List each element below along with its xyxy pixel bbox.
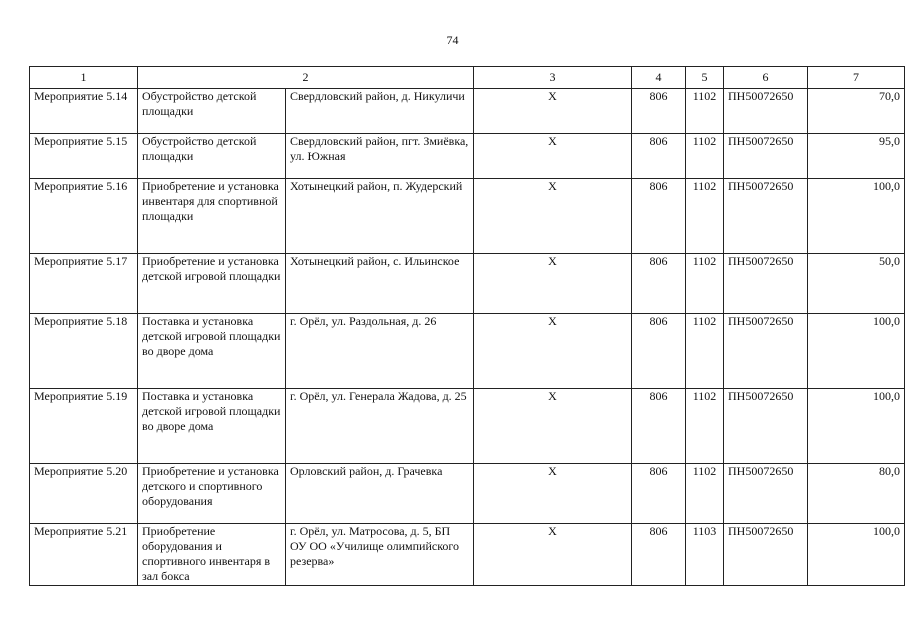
location-cell: г. Орёл, ул. Генерала Жадова, д. 25 <box>286 389 474 464</box>
name-cell: Приобретение и установка инвентаря для спортивной площадки <box>138 179 286 254</box>
page-number: 74 <box>446 33 459 47</box>
measure-cell: Мероприятие 5.21 <box>30 524 138 586</box>
budget-table <box>29 66 905 586</box>
col3-cell: X <box>474 89 632 134</box>
header-row <box>30 67 905 89</box>
header-col-1: 1 <box>30 67 138 89</box>
col4-cell: 806 <box>632 254 686 314</box>
col5-cell: 1102 <box>686 179 724 254</box>
col6-cell: ПН50072650 <box>724 524 808 586</box>
col5-cell: 1102 <box>686 389 724 464</box>
location-cell: Хотынецкий район, с. Ильинское <box>286 254 474 314</box>
col5-cell: 1102 <box>686 314 724 389</box>
col3-cell: X <box>474 314 632 389</box>
col6-cell: ПН50072650 <box>724 254 808 314</box>
name-cell: Обустройство детской площадки <box>138 134 286 179</box>
name-cell: Обустройство детской площадки <box>138 89 286 134</box>
col3-cell: X <box>474 389 632 464</box>
col7-cell: 100,0 <box>808 389 905 464</box>
col3-cell: X <box>474 464 632 524</box>
table-row <box>30 389 905 464</box>
col3-cell: X <box>474 134 632 179</box>
header-col-6: 6 <box>724 67 808 89</box>
col7-cell: 100,0 <box>808 179 905 254</box>
table-row <box>30 179 905 254</box>
measure-cell: Мероприятие 5.19 <box>30 389 138 464</box>
measure-cell: Мероприятие 5.20 <box>30 464 138 524</box>
col5-cell: 1103 <box>686 524 724 586</box>
header-col-5: 5 <box>686 67 724 89</box>
location-cell: Свердловский район, пгт. Змиёвка, ул. Южная <box>286 134 474 179</box>
col3-cell: X <box>474 254 632 314</box>
name-cell: Поставка и установка детской игровой площадки во дворе дома <box>138 314 286 389</box>
measure-cell: Мероприятие 5.14 <box>30 89 138 134</box>
col7-cell: 70,0 <box>808 89 905 134</box>
col6-cell: ПН50072650 <box>724 314 808 389</box>
col5-cell: 1102 <box>686 254 724 314</box>
col6-cell: ПН50072650 <box>724 134 808 179</box>
col5-cell: 1102 <box>686 134 724 179</box>
col7-cell: 80,0 <box>808 464 905 524</box>
name-cell: Приобретение и установка детской игровой площадки <box>138 254 286 314</box>
header-col-7: 7 <box>808 67 905 89</box>
measure-cell: Мероприятие 5.16 <box>30 179 138 254</box>
col6-cell: ПН50072650 <box>724 389 808 464</box>
col5-cell: 1102 <box>686 464 724 524</box>
name-cell: Поставка и установка детской игровой площадки во дворе дома <box>138 389 286 464</box>
name-cell: Приобретение оборудования и спортивного инвентаря в зал бокса <box>138 524 286 586</box>
table-row <box>30 134 905 179</box>
location-cell: Хотынецкий район, п. Жудерский <box>286 179 474 254</box>
header-col-3: 3 <box>474 67 632 89</box>
col7-cell: 50,0 <box>808 254 905 314</box>
measure-cell: Мероприятие 5.17 <box>30 254 138 314</box>
header-col-4: 4 <box>632 67 686 89</box>
measure-cell: Мероприятие 5.18 <box>30 314 138 389</box>
name-cell: Приобретение и установка детского и спортивного оборудования <box>138 464 286 524</box>
col4-cell: 806 <box>632 179 686 254</box>
table-row <box>30 89 905 134</box>
col4-cell: 806 <box>632 389 686 464</box>
location-cell: г. Орёл, ул. Раздольная, д. 26 <box>286 314 474 389</box>
col7-cell: 95,0 <box>808 134 905 179</box>
col4-cell: 806 <box>632 524 686 586</box>
col7-cell: 100,0 <box>808 524 905 586</box>
table-row <box>30 524 905 586</box>
header-col-2: 2 <box>138 67 474 89</box>
location-cell: г. Орёл, ул. Матросова, д. 5, БП ОУ ОО «Училище олимпийского резерва» <box>286 524 474 586</box>
measure-cell: Мероприятие 5.15 <box>30 134 138 179</box>
col7-cell: 100,0 <box>808 314 905 389</box>
col3-cell: X <box>474 524 632 586</box>
col4-cell: 806 <box>632 89 686 134</box>
col6-cell: ПН50072650 <box>724 464 808 524</box>
location-cell: Орловский район, д. Грачевка <box>286 464 474 524</box>
col6-cell: ПН50072650 <box>724 89 808 134</box>
table-row <box>30 254 905 314</box>
col6-cell: ПН50072650 <box>724 179 808 254</box>
col4-cell: 806 <box>632 314 686 389</box>
col4-cell: 806 <box>632 134 686 179</box>
location-cell: Свердловский район, д. Никуличи <box>286 89 474 134</box>
table-row <box>30 314 905 389</box>
col4-cell: 806 <box>632 464 686 524</box>
col5-cell: 1102 <box>686 89 724 134</box>
table-row <box>30 464 905 524</box>
col3-cell: X <box>474 179 632 254</box>
